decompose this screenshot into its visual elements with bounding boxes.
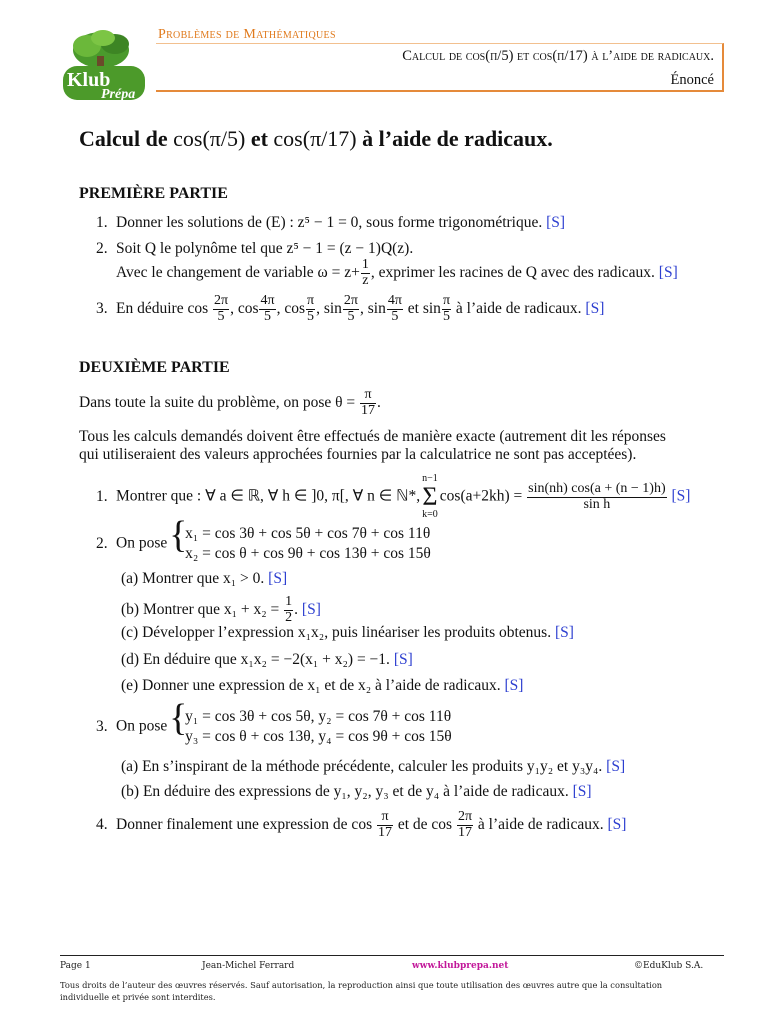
part2-heading: DEUXIÈME PARTIE <box>79 359 230 376</box>
svg-text:Prépa: Prépa <box>101 87 136 102</box>
part1-heading: PREMIÈRE PARTIE <box>79 185 228 202</box>
p2-q2a: (a) Montrer que x₁ > 0. [S] <box>121 570 288 587</box>
p1-question-2: 2. Soit Q le polynôme tel que z⁵ − 1 = (z − 1)Q(z). <box>96 240 414 257</box>
p2-question-3: 3. On pose { y₁ = cos 3θ + cos 5θ, y₂ = cos 7θ + cos 11θ y₃ = cos θ + cos 13θ, y₄ = cos 9θ + cos 15θ <box>96 707 452 747</box>
footer-site-link[interactable]: www.klubprepa.net <box>412 961 509 971</box>
klubprepa-logo <box>57 28 149 104</box>
p1-question-2-cont: Avec le changement de variable ω = z+ $\frac{1}{z}$ , exprimer les racines de Q avec des radicaux. [S] <box>116 257 678 288</box>
header-title: Calcul de cos(π/5) et cos(π/17) à l’aide de radicaux. <box>402 48 714 64</box>
solution-link[interactable]: [S] <box>658 263 678 281</box>
p1-question-1: 1. Donner les solutions de (E) : z⁵ − 1 = 0, sous forme trigonométrique. [S] <box>96 214 566 231</box>
sum-symbol: n−1 Σ k=0 <box>422 473 438 520</box>
fraction: $\frac{1}{z}$ <box>361 257 369 288</box>
p2-q3b: (b) En déduire des expressions de y₁, y₂, y₃ et de y₄ à l’aide de radicaux. [S] <box>121 783 592 800</box>
solution-link[interactable]: [S] <box>607 815 627 833</box>
solution-link[interactable]: [S] <box>546 214 566 231</box>
footer-rule <box>60 955 724 956</box>
solution-link[interactable]: [S] <box>554 624 574 641</box>
footer-rights: Tous droits de l’auteur des œuvres réservés. Sauf autorisation, la reproduction ainsi que toute utilisation des œuvres autre que la consultation individuelle et privée sont interdites. <box>60 980 663 1002</box>
footer-copyright: ©EduKlub S.A. <box>634 961 704 971</box>
solution-link[interactable]: [S] <box>585 299 605 317</box>
system-y: { y₁ = cos 3θ + cos 5θ, y₂ = cos 7θ + cos 11θ y₃ = cos θ + cos 13θ, y₄ = cos 9θ + cos 15θ <box>171 707 452 747</box>
p2-question-4: 4. Donner finalement une expression de cos $\frac{\pi}{17}$ et de cos $\frac{2\pi}{17}$ à l’aide de radicaux. [S] <box>96 809 627 840</box>
footer-author: Jean-Michel Ferrard <box>202 961 295 971</box>
p2-q2d: (d) En déduire que x₁x₂ = −2(x₁ + x₂) = −1. [S] <box>121 651 413 668</box>
p2-q3a: (a) En s’inspirant de la méthode précédente, calculer les produits y₁y₂ et y₃y₄. [S] <box>121 758 626 775</box>
svg-text:Klub: Klub <box>67 69 111 91</box>
p2-q2c: (c) Développer l’expression x₁x₂, puis linéariser les produits obtenus. [S] <box>121 624 574 641</box>
p2-q2e: (e) Donner une expression de x₁ et de x₂ à l’aide de radicaux. [S] <box>121 677 524 694</box>
header-subtitle: Énoncé <box>670 72 714 88</box>
solution-link[interactable]: [S] <box>301 600 321 618</box>
header-box <box>156 43 724 92</box>
p2-q2b: (b) Montrer que x₁ + x₂ = $\frac{1}{2}$ . [S] <box>121 594 321 625</box>
solution-link[interactable]: [S] <box>606 758 626 775</box>
solution-link[interactable]: [S] <box>671 487 691 505</box>
document-title: Calcul de cos(π/5) et cos(π/17) à l’aide de radicaux. <box>79 126 553 151</box>
system-x: { x₁ = cos 3θ + cos 5θ + cos 7θ + cos 11θ x₂ = cos θ + cos 9θ + cos 13θ + cos 15θ <box>171 524 431 564</box>
p1-question-3: 3. En déduire cos $\frac{2\pi}{5}$ , cos $\frac{4\pi}{5}$ , cos $\frac{\pi}{5}$ , sin $\frac{2\pi}{5}$ , sin $\frac{4\pi}{5}$ et sin $\frac{\pi}{5}$ à l’aide de radicaux. [S] <box>96 293 605 324</box>
p2-intro-2b: qui utiliseraient des valeurs approchées fournies par la calculatrice ne sont pas acceptées). <box>79 446 637 463</box>
solution-link[interactable]: [S] <box>504 677 524 694</box>
p2-question-2: 2. On pose { x₁ = cos 3θ + cos 5θ + cos 7θ + cos 11θ x₂ = cos θ + cos 9θ + cos 13θ + cos 15θ <box>96 524 431 564</box>
p2-intro-2a: Tous les calculs demandés doivent être effectués de manière exacte (autrement dit les réponses <box>79 428 666 445</box>
p2-question-1: 1. Montrer que : ∀ a ∈ ℝ, ∀ h ∈ ]0, π[, ∀ n ∈ ℕ*,n−1 Σ k=0cos(a+2kh) = $\frac{\sin(nh) \cos(a + (n - 1)h)}{\text{sin h}}$ [S] <box>96 473 691 520</box>
p2-intro-1: Dans toute la suite du problème, on pose θ = $\frac{\pi}{17}$ . <box>79 387 381 418</box>
solution-link[interactable]: [S] <box>393 651 413 668</box>
header-brand: Problèmes de Mathématiques <box>158 27 336 42</box>
solution-link[interactable]: [S] <box>268 570 288 587</box>
solution-link[interactable]: [S] <box>572 783 592 800</box>
footer-page: Page 1 <box>60 961 91 971</box>
